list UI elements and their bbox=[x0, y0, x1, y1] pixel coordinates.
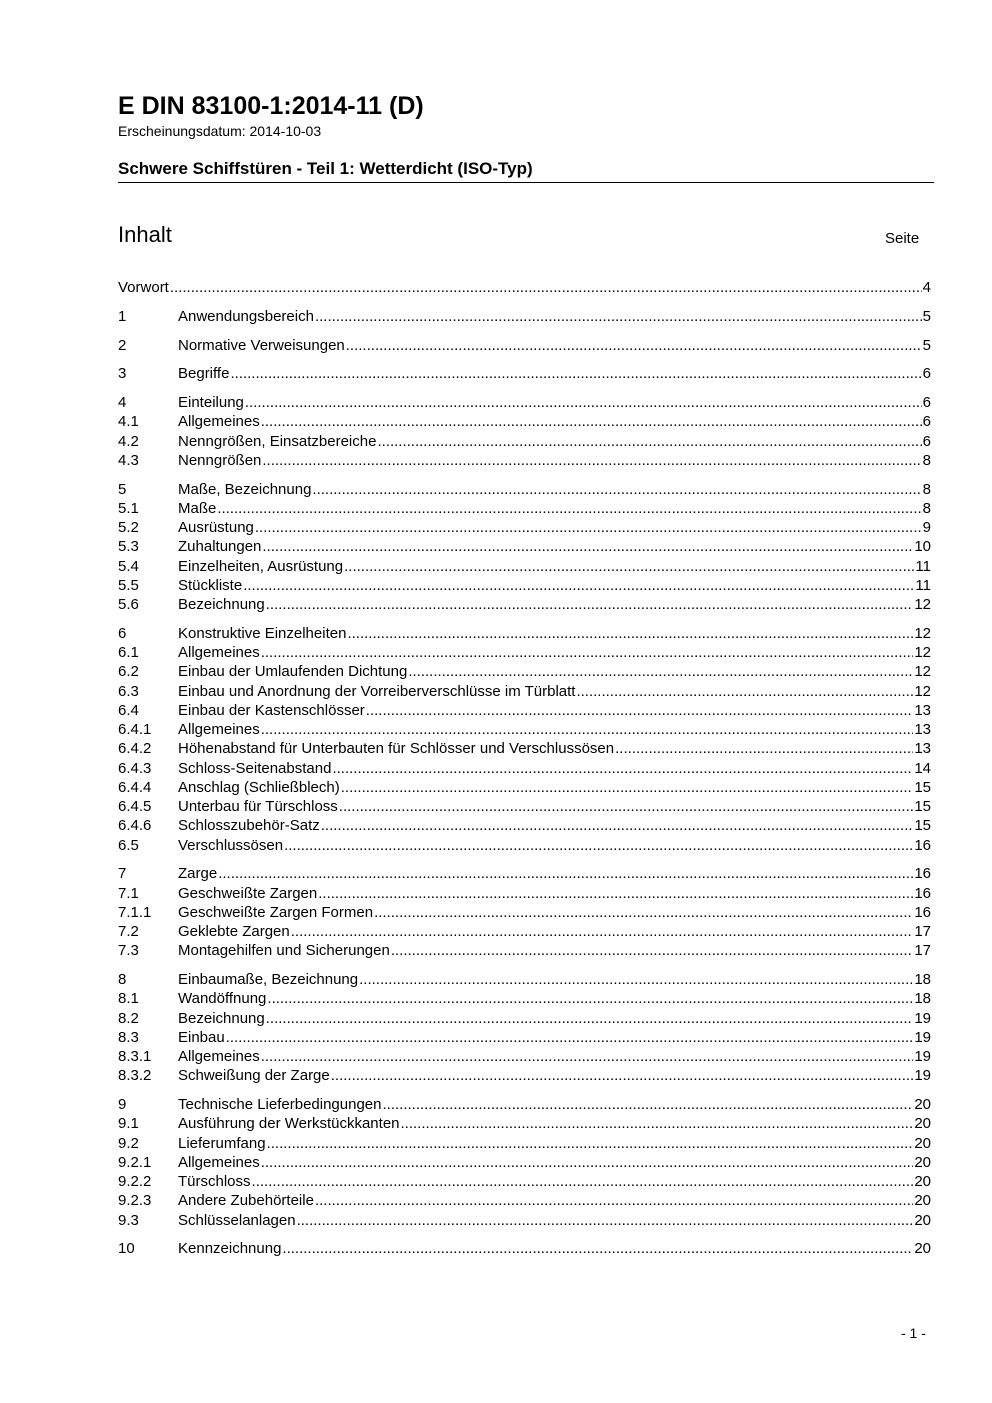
toc-entry-page: 5 bbox=[922, 307, 931, 325]
toc-entry-number: 9 bbox=[118, 1096, 127, 1113]
toc-entry[interactable] bbox=[118, 1048, 931, 1067]
toc-entry-page: 9 bbox=[922, 519, 931, 536]
toc-entry[interactable] bbox=[118, 337, 931, 356]
toc-entry-number: 6.4 bbox=[118, 701, 139, 719]
page-number: - 1 - bbox=[901, 1325, 926, 1341]
toc-entry-title: Einbau der Umlaufenden Dichtung bbox=[178, 663, 408, 681]
toc-entry-number: 6.4.6 bbox=[118, 817, 152, 835]
toc-entry-title: Höhenabstand für Unterbauten für Schlösser und Verschlussösen bbox=[178, 740, 615, 758]
toc-entry-title: Schlüsselanlagen bbox=[178, 1211, 296, 1229]
toc-entry-page: 20 bbox=[914, 1173, 931, 1190]
toc-entry-number: 6 bbox=[118, 624, 127, 642]
toc-entry[interactable] bbox=[118, 577, 931, 596]
toc-entry-number: 4 bbox=[118, 394, 127, 411]
toc-entry-title: Wandöffnung bbox=[178, 990, 267, 1008]
toc-dot-leader bbox=[218, 865, 913, 882]
toc-entry-title: Anschlag (Schließblech) bbox=[178, 778, 340, 796]
toc-entry[interactable] bbox=[118, 644, 931, 663]
toc-dot-leader bbox=[576, 683, 913, 700]
toc-entry-number: 7.1.1 bbox=[118, 903, 152, 921]
toc-entry-page: 13 bbox=[914, 721, 931, 738]
toc-dot-leader bbox=[331, 1067, 914, 1084]
toc-entry-page: 12 bbox=[914, 644, 931, 661]
toc-dot-leader bbox=[261, 721, 914, 738]
toc-dot-leader bbox=[315, 308, 922, 325]
toc-entry[interactable] bbox=[118, 1192, 931, 1211]
toc-entry-title: Schloss-Seitenabstand bbox=[178, 759, 332, 777]
toc-entry-number: 5.5 bbox=[118, 576, 139, 594]
toc-entry-page: 15 bbox=[914, 817, 931, 835]
toc-entry[interactable] bbox=[118, 779, 931, 798]
toc-entry[interactable] bbox=[118, 279, 931, 298]
toc-entry-page: 5 bbox=[922, 336, 931, 354]
toc-entry-number: 6.4.5 bbox=[118, 798, 152, 815]
document-id: E DIN 83100-1:2014-11 (D) bbox=[118, 92, 424, 120]
toc-entry-number: 6.5 bbox=[118, 836, 139, 854]
toc-entry-title: Lieferumfang bbox=[178, 1134, 266, 1152]
toc-entry[interactable] bbox=[118, 1154, 931, 1173]
toc-dot-leader bbox=[243, 577, 914, 594]
toc-dot-leader bbox=[226, 1029, 914, 1046]
toc-entry-title: Konstruktive Einzelheiten bbox=[178, 624, 347, 642]
toc-entry-page: 16 bbox=[914, 865, 931, 883]
toc-entry-title: Unterbau für Türschloss bbox=[178, 798, 338, 815]
toc-entry-title: Einbaumaße, Bezeichnung bbox=[178, 971, 359, 988]
toc-dot-leader bbox=[359, 971, 913, 988]
toc-entry-number: 6.1 bbox=[118, 644, 139, 661]
toc-entry-number: 8.3.1 bbox=[118, 1048, 152, 1065]
toc-entry-number: 3 bbox=[118, 365, 127, 383]
toc-entry-number: 9.2.3 bbox=[118, 1192, 152, 1210]
toc-entry[interactable] bbox=[118, 596, 931, 615]
toc-dot-leader bbox=[344, 558, 914, 575]
toc-dot-leader bbox=[255, 519, 922, 536]
toc-dot-leader bbox=[262, 452, 921, 469]
toc-entry-number: 6.4.1 bbox=[118, 721, 152, 738]
toc-entry-page: 16 bbox=[914, 903, 931, 921]
toc-entry-page: 20 bbox=[914, 1134, 931, 1152]
toc-entry-title: Maße, Bezeichnung bbox=[178, 480, 312, 498]
toc-entry-number: 5.3 bbox=[118, 538, 139, 556]
toc-entry-number: 5.1 bbox=[118, 499, 139, 517]
toc-entry-title: Stückliste bbox=[178, 576, 243, 594]
toc-entry-title: Nenngrößen bbox=[178, 451, 262, 469]
toc-entry-page: 17 bbox=[914, 923, 931, 940]
toc-entry[interactable] bbox=[118, 990, 931, 1009]
toc-entry-number: 7.2 bbox=[118, 923, 139, 940]
toc-entry-page: 20 bbox=[914, 1240, 931, 1258]
toc-entry[interactable] bbox=[118, 433, 931, 452]
toc-entry-page: 17 bbox=[914, 942, 931, 960]
toc-dot-leader bbox=[377, 433, 921, 450]
toc-entry[interactable] bbox=[118, 1029, 931, 1048]
toc-dot-leader bbox=[339, 798, 914, 815]
toc-entry-title: Ausrüstung bbox=[178, 519, 254, 536]
publication-date: Erscheinungsdatum: 2014-10-03 bbox=[118, 123, 322, 139]
toc-entry-title: Türschloss bbox=[178, 1173, 251, 1190]
toc-entry[interactable] bbox=[118, 308, 931, 327]
toc-entry[interactable] bbox=[118, 1115, 931, 1134]
toc-entry-title: Einteilung bbox=[178, 394, 244, 411]
toc-entry-title: Technische Lieferbedingungen bbox=[178, 1096, 382, 1113]
toc-entry[interactable] bbox=[118, 625, 931, 644]
toc-entry[interactable] bbox=[118, 1173, 931, 1192]
toc-entry-title: Verschlussösen bbox=[178, 836, 284, 854]
toc-entry[interactable] bbox=[118, 683, 931, 702]
toc-entry-title: Montagehilfen und Sicherungen bbox=[178, 942, 390, 960]
toc-entry-title: Allgemeines bbox=[178, 644, 260, 661]
toc-entry-number: 1 bbox=[118, 307, 127, 325]
toc-entry-page: 13 bbox=[914, 740, 931, 758]
toc-entry-title: Bezeichnung bbox=[178, 596, 265, 613]
toc-entry-title: Kennzeichnung bbox=[178, 1240, 282, 1258]
toc-entry-number: 2 bbox=[118, 336, 127, 354]
toc-entry[interactable] bbox=[118, 500, 931, 519]
toc-entry[interactable] bbox=[118, 740, 931, 759]
toc-entry-title: Nenngrößen, Einsatzbereiche bbox=[178, 432, 377, 450]
toc-entry-number: 9.1 bbox=[118, 1115, 139, 1133]
toc-entry[interactable] bbox=[118, 481, 931, 500]
toc-entry-title: Maße bbox=[178, 499, 217, 517]
toc-dot-leader bbox=[321, 817, 914, 834]
document-subtitle: Schwere Schiffstüren - Teil 1: Wetterdicht (ISO-Typ) bbox=[118, 159, 533, 178]
toc-entry-page: 19 bbox=[914, 1009, 931, 1027]
toc-entry-title: Andere Zubehörteile bbox=[178, 1192, 314, 1210]
toc-entry-page: 20 bbox=[914, 1211, 931, 1229]
toc-entry-number: 7 bbox=[118, 865, 127, 883]
toc-entry-page: 20 bbox=[914, 1192, 931, 1210]
toc-entry-page: 16 bbox=[914, 836, 931, 854]
toc-entry-number: 6.3 bbox=[118, 682, 139, 700]
toc-entry-title: Allgemeines bbox=[178, 413, 260, 431]
toc-heading: Inhalt bbox=[118, 222, 172, 247]
toc-entry-title: Vorwort bbox=[118, 279, 169, 296]
toc-entry-page: 19 bbox=[914, 1028, 931, 1046]
toc-dot-leader bbox=[341, 779, 914, 796]
toc-entry-page: 12 bbox=[914, 682, 931, 700]
toc-entry-number: 9.2.2 bbox=[118, 1173, 152, 1190]
toc-entry-number: 4.2 bbox=[118, 432, 139, 450]
toc-entry-number: 9.3 bbox=[118, 1211, 139, 1229]
toc-entry[interactable] bbox=[118, 798, 931, 817]
toc-dot-leader bbox=[252, 1173, 914, 1190]
toc-dot-leader bbox=[261, 1048, 914, 1065]
toc-dot-leader bbox=[267, 990, 913, 1007]
toc-entry[interactable] bbox=[118, 663, 931, 682]
toc-entry-title: Zuhaltungen bbox=[178, 538, 262, 556]
toc-entry[interactable] bbox=[118, 942, 931, 961]
toc-entry[interactable] bbox=[118, 1212, 931, 1231]
toc-entry[interactable] bbox=[118, 452, 931, 471]
toc-entry-title: Geklebte Zargen bbox=[178, 923, 290, 940]
toc-entry[interactable] bbox=[118, 817, 931, 836]
toc-entry-title: Einbau bbox=[178, 1028, 225, 1046]
toc-dot-leader bbox=[346, 337, 922, 354]
toc-dot-leader bbox=[297, 1212, 914, 1229]
toc-entry-page: 19 bbox=[914, 1048, 931, 1065]
table-of-contents bbox=[118, 279, 931, 1260]
toc-entry[interactable] bbox=[118, 413, 931, 432]
toc-dot-leader bbox=[217, 500, 921, 517]
toc-entry-title: Einbau und Anordnung der Vorreiberverschlüsse im Türblatt bbox=[178, 682, 576, 700]
toc-entry[interactable] bbox=[118, 1010, 931, 1029]
toc-entry-number: 6.4.4 bbox=[118, 778, 152, 796]
toc-entry-page: 11 bbox=[915, 576, 931, 594]
toc-dot-leader bbox=[291, 923, 914, 940]
toc-dot-leader bbox=[315, 1192, 913, 1209]
toc-entry[interactable] bbox=[118, 837, 931, 856]
toc-entry-number: 7.3 bbox=[118, 942, 139, 960]
toc-entry-page: 12 bbox=[914, 663, 931, 681]
toc-entry-page: 6 bbox=[922, 394, 931, 411]
toc-dot-leader bbox=[267, 1135, 914, 1152]
toc-entry-number: 6.4.2 bbox=[118, 740, 152, 758]
toc-entry-title: Geschweißte Zargen bbox=[178, 884, 318, 902]
toc-entry-number: 6.2 bbox=[118, 663, 139, 681]
toc-entry-page: 4 bbox=[922, 279, 931, 296]
toc-entry-page: 19 bbox=[914, 1067, 931, 1085]
toc-entry-page: 6 bbox=[922, 365, 931, 383]
toc-dot-leader bbox=[245, 394, 922, 411]
toc-dot-leader bbox=[170, 279, 922, 296]
toc-dot-leader bbox=[332, 760, 913, 777]
toc-entry-title: Bezeichnung bbox=[178, 1009, 265, 1027]
toc-entry-page: 18 bbox=[914, 971, 931, 988]
toc-entry-title: Begriffe bbox=[178, 365, 230, 383]
toc-entry-title: Anwendungsbereich bbox=[178, 307, 314, 325]
toc-entry-page: 18 bbox=[914, 990, 931, 1008]
toc-entry-number: 5.6 bbox=[118, 596, 139, 613]
toc-entry-number: 8.3 bbox=[118, 1028, 139, 1046]
toc-entry-number: 10 bbox=[118, 1240, 135, 1258]
toc-entry[interactable] bbox=[118, 1135, 931, 1154]
toc-entry[interactable] bbox=[118, 904, 931, 923]
toc-entry[interactable] bbox=[118, 519, 931, 538]
toc-entry-number: 8.2 bbox=[118, 1009, 139, 1027]
toc-entry[interactable] bbox=[118, 365, 931, 384]
toc-entry[interactable] bbox=[118, 865, 931, 884]
toc-entry[interactable] bbox=[118, 1096, 931, 1115]
toc-entry-title: Schlosszubehör-Satz bbox=[178, 817, 320, 835]
toc-entry-number: 8 bbox=[118, 971, 127, 988]
toc-entry-title: Allgemeines bbox=[178, 1048, 260, 1065]
toc-entry-page: 8 bbox=[922, 451, 931, 469]
toc-dot-leader bbox=[284, 837, 913, 854]
toc-entry-page: 8 bbox=[922, 480, 931, 498]
toc-entry-number: 7.1 bbox=[118, 884, 139, 902]
toc-dot-leader bbox=[318, 885, 913, 902]
toc-entry-page: 20 bbox=[914, 1115, 931, 1133]
toc-entry[interactable] bbox=[118, 885, 931, 904]
toc-entry[interactable] bbox=[118, 721, 931, 740]
toc-dot-leader bbox=[383, 1096, 914, 1113]
toc-entry-title: Allgemeines bbox=[178, 1153, 260, 1171]
toc-entry-title: Einzelheiten, Ausrüstung bbox=[178, 557, 344, 575]
toc-entry-title: Normative Verweisungen bbox=[178, 336, 345, 354]
toc-entry-page: 12 bbox=[914, 596, 931, 613]
toc-dot-leader bbox=[261, 644, 914, 661]
toc-entry-number: 9.2 bbox=[118, 1134, 139, 1152]
toc-entry[interactable] bbox=[118, 394, 931, 413]
toc-dot-leader bbox=[347, 625, 913, 642]
toc-entry-title: Geschweißte Zargen Formen bbox=[178, 903, 374, 921]
toc-entry-page: 15 bbox=[914, 778, 931, 796]
toc-dot-leader bbox=[261, 413, 922, 430]
toc-entry[interactable] bbox=[118, 558, 931, 577]
toc-entry-title: Zarge bbox=[178, 865, 218, 883]
toc-dot-leader bbox=[312, 481, 921, 498]
toc-entry-page: 16 bbox=[914, 884, 931, 902]
toc-entry-page: 11 bbox=[915, 557, 931, 575]
toc-dot-leader bbox=[266, 1010, 914, 1027]
toc-entry-title: Einbau der Kastenschlösser bbox=[178, 701, 365, 719]
toc-dot-leader bbox=[408, 663, 913, 680]
toc-dot-leader bbox=[282, 1240, 913, 1257]
toc-entry-page: 20 bbox=[914, 1096, 931, 1113]
toc-entry-number: 4.1 bbox=[118, 413, 139, 431]
toc-entry-page: 6 bbox=[922, 432, 931, 450]
toc-entry[interactable] bbox=[118, 702, 931, 721]
toc-entry-title: Ausführung der Werkstückkanten bbox=[178, 1115, 400, 1133]
toc-dot-leader bbox=[374, 904, 913, 921]
toc-entry[interactable] bbox=[118, 538, 931, 557]
toc-dot-leader bbox=[262, 538, 913, 555]
toc-entry-page: 20 bbox=[914, 1153, 931, 1171]
toc-entry-number: 8.3.2 bbox=[118, 1067, 152, 1085]
toc-entry-title: Allgemeines bbox=[178, 721, 260, 738]
toc-entry-page: 8 bbox=[922, 499, 931, 517]
toc-entry-page: 10 bbox=[914, 538, 931, 556]
toc-dot-leader bbox=[391, 942, 913, 959]
toc-page-label: Seite bbox=[885, 230, 920, 247]
toc-dot-leader bbox=[230, 365, 921, 382]
subtitle-rule bbox=[118, 182, 934, 183]
toc-entry-page: 15 bbox=[914, 798, 931, 815]
toc-entry-title: Schweißung der Zarge bbox=[178, 1067, 330, 1085]
toc-entry[interactable] bbox=[118, 760, 931, 779]
toc-entry[interactable] bbox=[118, 923, 931, 942]
toc-entry-number: 5 bbox=[118, 480, 127, 498]
toc-entry-number: 5.4 bbox=[118, 557, 139, 575]
toc-entry-page: 12 bbox=[914, 624, 931, 642]
toc-entry-number: 5.2 bbox=[118, 519, 139, 536]
toc-entry[interactable] bbox=[118, 971, 931, 990]
toc-entry[interactable] bbox=[118, 1067, 931, 1086]
toc-entry-page: 6 bbox=[922, 413, 931, 431]
toc-entry-number: 9.2.1 bbox=[118, 1153, 152, 1171]
toc-entry-page: 14 bbox=[914, 759, 931, 777]
toc-entry[interactable] bbox=[118, 1240, 931, 1259]
toc-dot-leader bbox=[615, 740, 913, 757]
toc-entry-number: 6.4.3 bbox=[118, 759, 152, 777]
toc-dot-leader bbox=[266, 596, 914, 613]
toc-dot-leader bbox=[261, 1154, 914, 1171]
toc-entry-number: 4.3 bbox=[118, 451, 139, 469]
toc-entry-number: 8.1 bbox=[118, 990, 139, 1008]
toc-entry-page: 13 bbox=[914, 701, 931, 719]
toc-dot-leader bbox=[401, 1115, 914, 1132]
toc-dot-leader bbox=[366, 702, 914, 719]
